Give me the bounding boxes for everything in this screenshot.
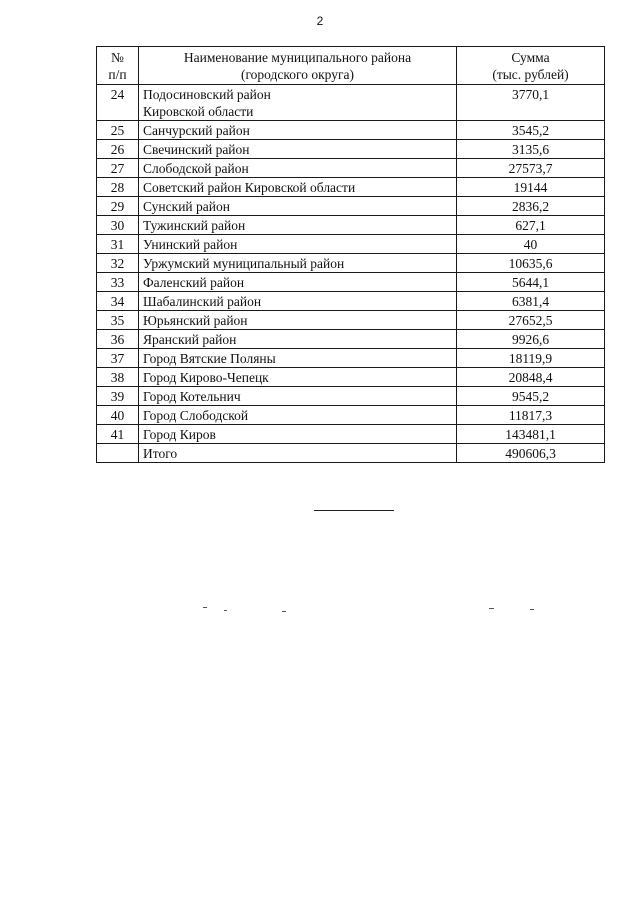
municipality-name: Юрьянский район — [139, 311, 457, 330]
table-row — [97, 121, 605, 140]
amount: 27652,5 — [457, 311, 605, 330]
row-number: 34 — [97, 292, 139, 311]
municipality-name: Слободской район — [139, 159, 457, 178]
row-number: 28 — [97, 178, 139, 197]
page-number: 2 — [316, 14, 324, 28]
row-number: 38 — [97, 368, 139, 387]
scan-artifact — [530, 609, 534, 610]
amount: 2836,2 — [457, 197, 605, 216]
municipality-name: Тужинский район — [139, 216, 457, 235]
total-label: Итого — [139, 444, 457, 463]
amount: 5644,1 — [457, 273, 605, 292]
amount: 19144 — [457, 178, 605, 197]
table-row — [97, 235, 605, 254]
municipality-name: Город Слободской — [139, 406, 457, 425]
header-number: № п/п — [97, 47, 139, 85]
table-row — [97, 292, 605, 311]
amount: 40 — [457, 235, 605, 254]
table-header — [97, 47, 605, 85]
scan-artifact — [489, 608, 494, 609]
table-row — [97, 197, 605, 216]
amount: 143481,1 — [457, 425, 605, 444]
row-number: 30 — [97, 216, 139, 235]
row-number: 36 — [97, 330, 139, 349]
amount: 627,1 — [457, 216, 605, 235]
row-number: 37 — [97, 349, 139, 368]
municipality-name: Шабалинский район — [139, 292, 457, 311]
amount: 9926,6 — [457, 330, 605, 349]
row-number: 25 — [97, 121, 139, 140]
row-number: 33 — [97, 273, 139, 292]
table-row — [97, 273, 605, 292]
amount: 11817,3 — [457, 406, 605, 425]
table-row — [97, 330, 605, 349]
municipality-name: Свечинский район — [139, 140, 457, 159]
row-number: 24 — [97, 85, 139, 121]
table-row — [97, 406, 605, 425]
row-number: 35 — [97, 311, 139, 330]
scan-artifact — [282, 611, 286, 612]
amount: 18119,9 — [457, 349, 605, 368]
municipality-name: Унинский район — [139, 235, 457, 254]
amount: 3135,6 — [457, 140, 605, 159]
amount: 3770,1 — [457, 85, 605, 121]
table-row — [97, 178, 605, 197]
table-row — [97, 387, 605, 406]
table-row — [97, 85, 605, 121]
total-amount: 490606,3 — [457, 444, 605, 463]
row-number: 40 — [97, 406, 139, 425]
header-sum: Сумма (тыс. рублей) — [457, 47, 605, 85]
municipality-name: Санчурский район — [139, 121, 457, 140]
total-row — [97, 444, 605, 463]
table-row — [97, 140, 605, 159]
row-number: 32 — [97, 254, 139, 273]
total-number — [97, 444, 139, 463]
row-number: 41 — [97, 425, 139, 444]
amount: 3545,2 — [457, 121, 605, 140]
table-row — [97, 159, 605, 178]
municipality-name: Яранский район — [139, 330, 457, 349]
municipality-name: Уржумский муниципальный район — [139, 254, 457, 273]
row-number: 26 — [97, 140, 139, 159]
amount: 10635,6 — [457, 254, 605, 273]
budget-distribution-table — [96, 46, 605, 463]
municipality-name: Фаленский район — [139, 273, 457, 292]
header-municipality-name: Наименование муниципального района (городского округа) — [139, 47, 457, 85]
municipality-name: Советский район Кировской области — [139, 178, 457, 197]
municipality-name: Подосиновский район Кировской области — [139, 85, 457, 121]
row-number: 39 — [97, 387, 139, 406]
table-row — [97, 216, 605, 235]
amount: 9545,2 — [457, 387, 605, 406]
table-row — [97, 368, 605, 387]
municipality-name: Город Котельнич — [139, 387, 457, 406]
row-number: 31 — [97, 235, 139, 254]
table-row — [97, 254, 605, 273]
row-number: 29 — [97, 197, 139, 216]
table-row — [97, 311, 605, 330]
scan-artifact — [224, 610, 227, 611]
municipality-name: Город Вятские Поляны — [139, 349, 457, 368]
amount: 20848,4 — [457, 368, 605, 387]
table-body — [97, 85, 605, 463]
table-row — [97, 425, 605, 444]
scan-artifact — [203, 607, 207, 608]
row-number: 27 — [97, 159, 139, 178]
end-of-document-line — [314, 510, 394, 511]
municipality-name: Сунский район — [139, 197, 457, 216]
table-row — [97, 349, 605, 368]
amount: 6381,4 — [457, 292, 605, 311]
municipality-name: Город Киров — [139, 425, 457, 444]
municipality-name: Город Кирово-Чепецк — [139, 368, 457, 387]
amount: 27573,7 — [457, 159, 605, 178]
header-row — [97, 47, 605, 85]
